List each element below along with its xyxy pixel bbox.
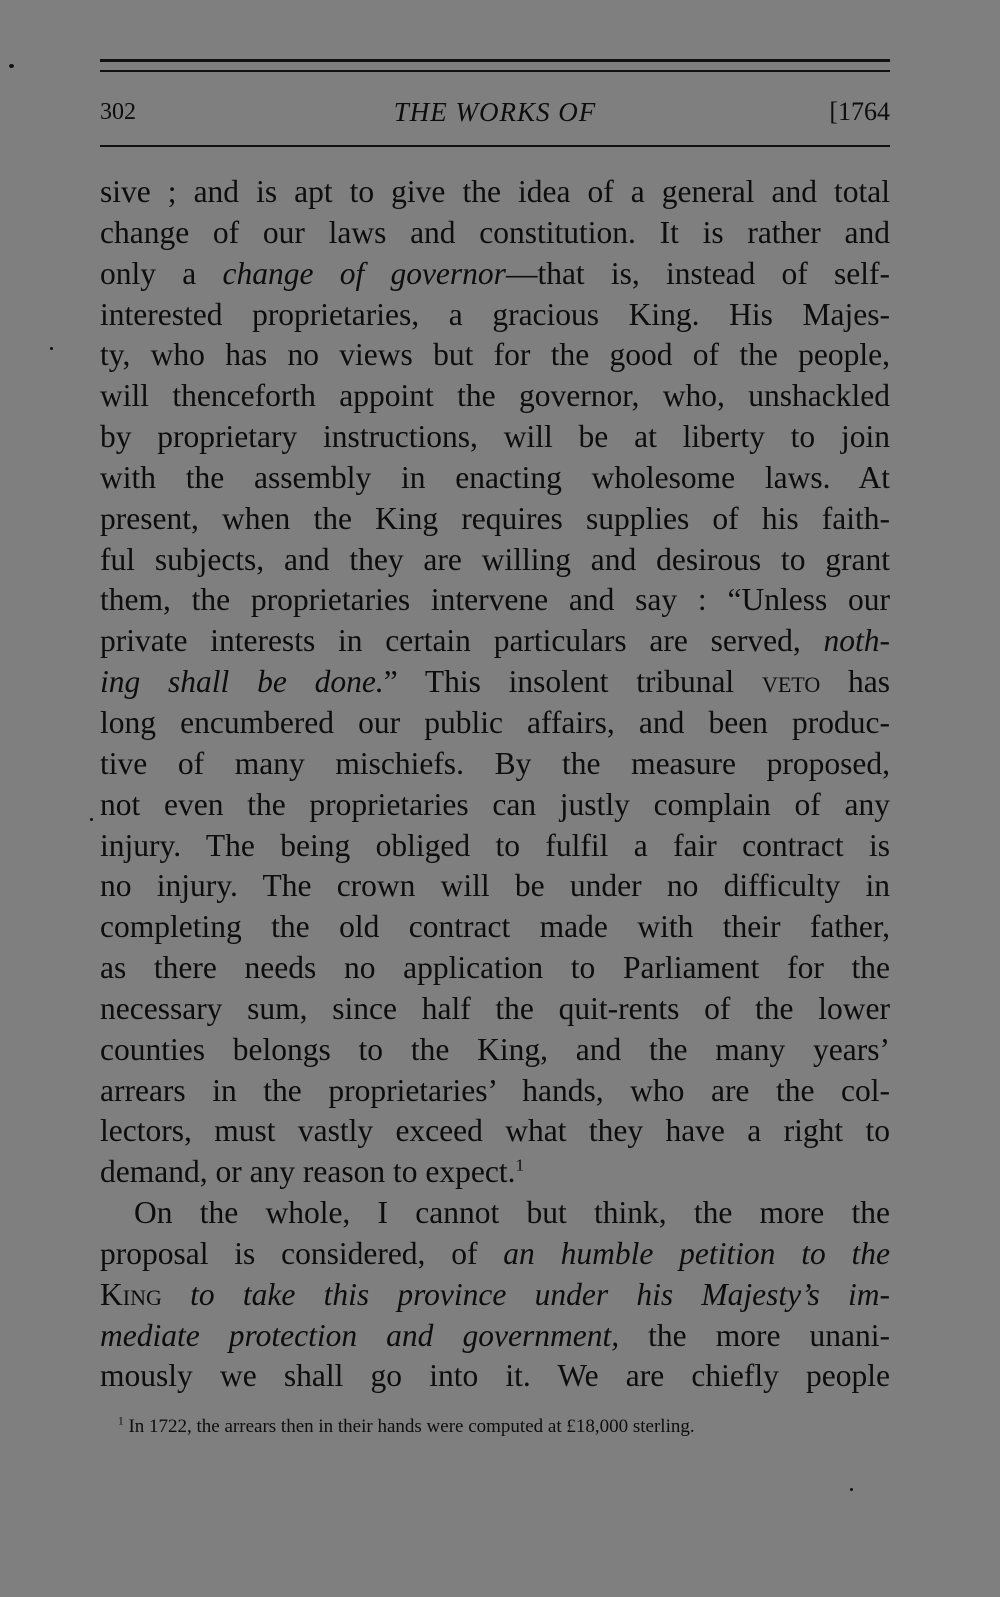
text-run: the more unani- [619, 1317, 890, 1353]
text-line: ful subjects, and they are willing and desirous to grant [100, 541, 890, 577]
text-line: counties belongs to the King, and the many years’ [100, 1031, 890, 1067]
text-line: by proprietary instructions, will be at liberty to join [100, 419, 890, 455]
text-line: On the whole, I cannot but think, the more the [134, 1195, 890, 1231]
text-line: will thenceforth appoint the governor, who, unshackled [100, 378, 890, 414]
text-line [100, 621, 890, 662]
italic-run: noth- [823, 623, 890, 659]
text-line [100, 1152, 890, 1193]
scan-speck [50, 347, 53, 350]
body-text [100, 172, 890, 1397]
text-line: tive of many mischiefs. By the measure proposed, [100, 745, 890, 781]
text-line: with the assembly in enacting wholesome laws. At [100, 459, 890, 495]
text-line: mously we shall go into it. We are chiefly people [100, 1358, 890, 1394]
footnote [118, 1414, 890, 1440]
text-line: necessary sum, since half the quit-rents of the lower [100, 990, 890, 1026]
text-run: proposal is considered, of [100, 1235, 504, 1271]
text-line: arrears in the proprietaries’ hands, who are the col- [100, 1072, 890, 1108]
scan-speck [9, 64, 14, 68]
text-line [100, 1275, 890, 1316]
italic-run: change of governor [222, 255, 506, 291]
italic-run: to take this province under his Majesty’s im- [161, 1276, 890, 1312]
text-line: lectors, must vastly exceed what they have a right to [100, 1113, 890, 1149]
scan-speck [90, 818, 93, 821]
text-line [100, 662, 890, 703]
small-caps-run: veto [761, 664, 821, 700]
footnote-reference: 1 [515, 1155, 525, 1175]
text-line: as there needs no application to Parliament for the [100, 950, 890, 986]
text-line: long encumbered our public affairs, and been produc- [100, 704, 890, 740]
italic-run: an humble petition to the [503, 1235, 890, 1271]
text-run: private interests in certain particulars are served, [100, 623, 824, 659]
text-run: ” This insolent tribunal [383, 664, 762, 700]
top-double-rule-upper [100, 59, 890, 62]
text-run: only a [100, 255, 223, 291]
text-run: demand, or any reason to expect. [100, 1154, 516, 1190]
top-double-rule-lower [100, 70, 890, 72]
running-title: THE WORKS OF [393, 97, 597, 127]
year-marker: [1764 [829, 97, 890, 126]
scan-speck [850, 1488, 853, 1491]
italic-run: mediate protection and government, [100, 1317, 620, 1353]
italic-run: ing shall be done. [100, 664, 384, 700]
text-line: ty, who has no views but for the good of the people, [100, 337, 890, 373]
text-line [100, 254, 890, 295]
text-line [100, 1316, 890, 1357]
text-line: sive ; and is apt to give the idea of a general and total [100, 174, 890, 209]
footnote-text: In 1722, the arrears then in their hands were computed at £18,000 sterling. [123, 1416, 695, 1437]
text-line: completing the old contract made with their father, [100, 909, 890, 945]
text-line: interested proprietaries, a gracious King. His Majes- [100, 296, 890, 332]
text-line: them, the proprietaries intervene and say : “Unless our [100, 582, 890, 618]
footnote-mark: 1 [118, 1415, 124, 1428]
text-line: injury. The being obliged to fulfil a fair contract is [100, 827, 890, 863]
text-line: change of our laws and constitution. It is rather and [100, 214, 890, 250]
text-line: not even the proprietaries can justly complain of any [100, 786, 890, 822]
small-caps-run: King [100, 1276, 162, 1312]
header-rule [100, 145, 890, 147]
text-line: present, when the King requires supplies of his faith- [100, 500, 890, 536]
page-header [100, 92, 890, 132]
page-number: 302 [100, 99, 136, 125]
text-line [100, 1234, 890, 1275]
text-run: —that is, instead of self- [505, 255, 890, 291]
text-line: no injury. The crown will be under no difficulty in [100, 868, 890, 904]
text-run: has [820, 664, 891, 700]
